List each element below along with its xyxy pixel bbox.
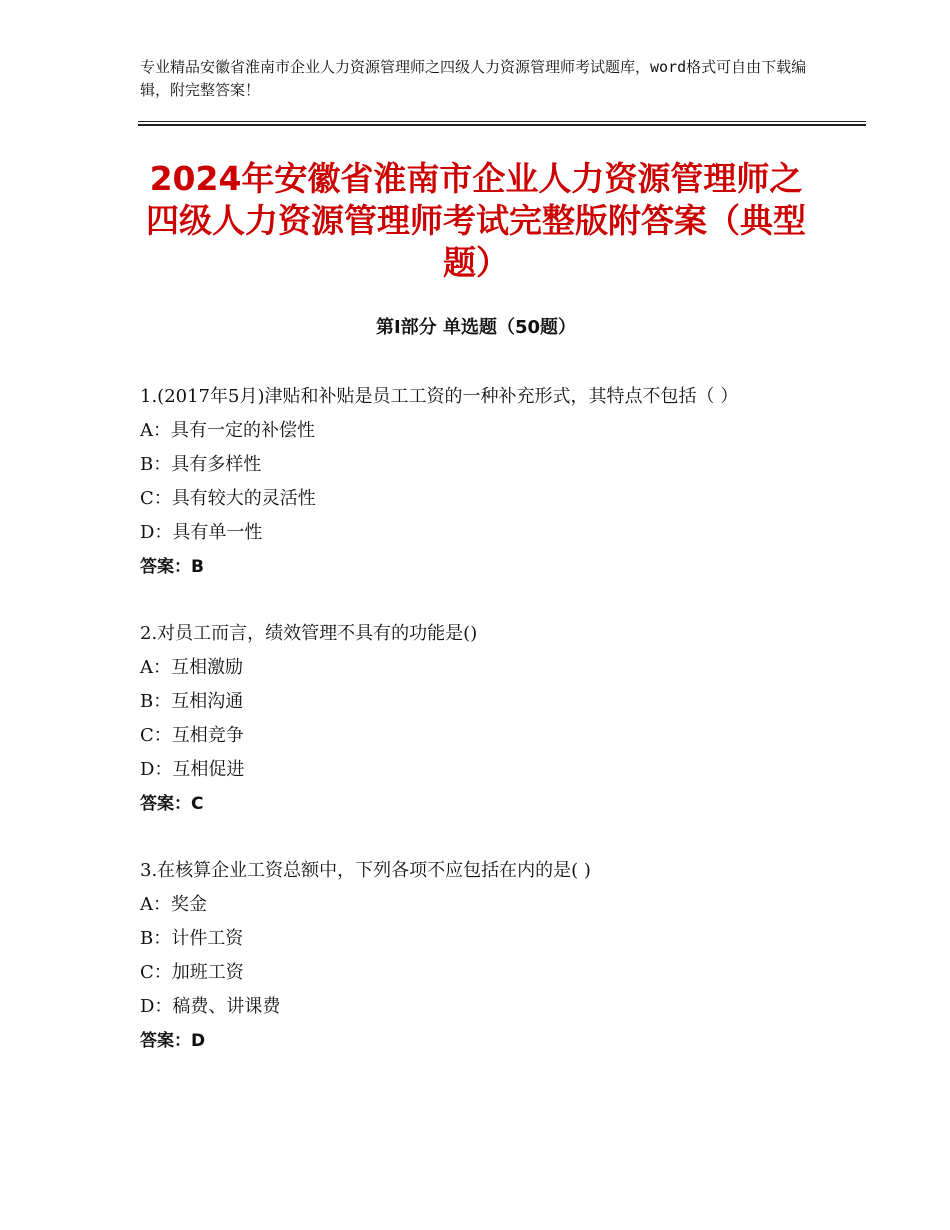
question-list — [140, 380, 820, 1091]
answer: 答案：D — [140, 1031, 206, 1051]
option-a: A：奖金 — [140, 894, 207, 915]
option-d: D：互相促进 — [140, 759, 245, 780]
header-rule-thin — [138, 121, 866, 122]
question-stem: 2.对员工而言，绩效管理不具有的功能是() — [140, 623, 478, 644]
answer: 答案：C — [140, 794, 204, 814]
question-3 — [140, 854, 820, 1058]
header-notice: 专业精品安徽省淮南市企业人力资源管理师之四级人力资源管理师考试题库，word格式可自由下载编辑，附完整答案！ — [140, 58, 807, 99]
header-rule-thick — [138, 124, 866, 126]
option-c: C：加班工资 — [140, 962, 244, 983]
question-2 — [140, 617, 820, 821]
document-title: 2024年安徽省淮南市企业人力资源管理师之四级人力资源管理师考试完整版附答案（典型题） — [146, 159, 806, 282]
section-heading: 第Ⅰ部分 单选题（50题） — [375, 317, 576, 338]
option-c: C：具有较大的灵活性 — [140, 488, 316, 509]
option-d: D：稿费、讲课费 — [140, 996, 281, 1017]
option-b: B：计件工资 — [140, 928, 244, 949]
option-c: C：互相竞争 — [140, 725, 244, 746]
question-1 — [140, 380, 820, 584]
answer: 答案：B — [140, 557, 204, 577]
option-a: A：互相激励 — [140, 657, 243, 678]
question-stem: 3.在核算企业工资总额中，下列各项不应包括在内的是( ) — [140, 860, 591, 881]
option-b: B：具有多样性 — [140, 454, 262, 475]
question-stem: 1.(2017年5月)津贴和补贴是员工工资的一种补充形式，其特点不包括（ ） — [140, 386, 739, 407]
option-a: A：具有一定的补偿性 — [140, 420, 315, 441]
option-b: B：互相沟通 — [140, 691, 244, 712]
option-d: D：具有单一性 — [140, 522, 263, 543]
